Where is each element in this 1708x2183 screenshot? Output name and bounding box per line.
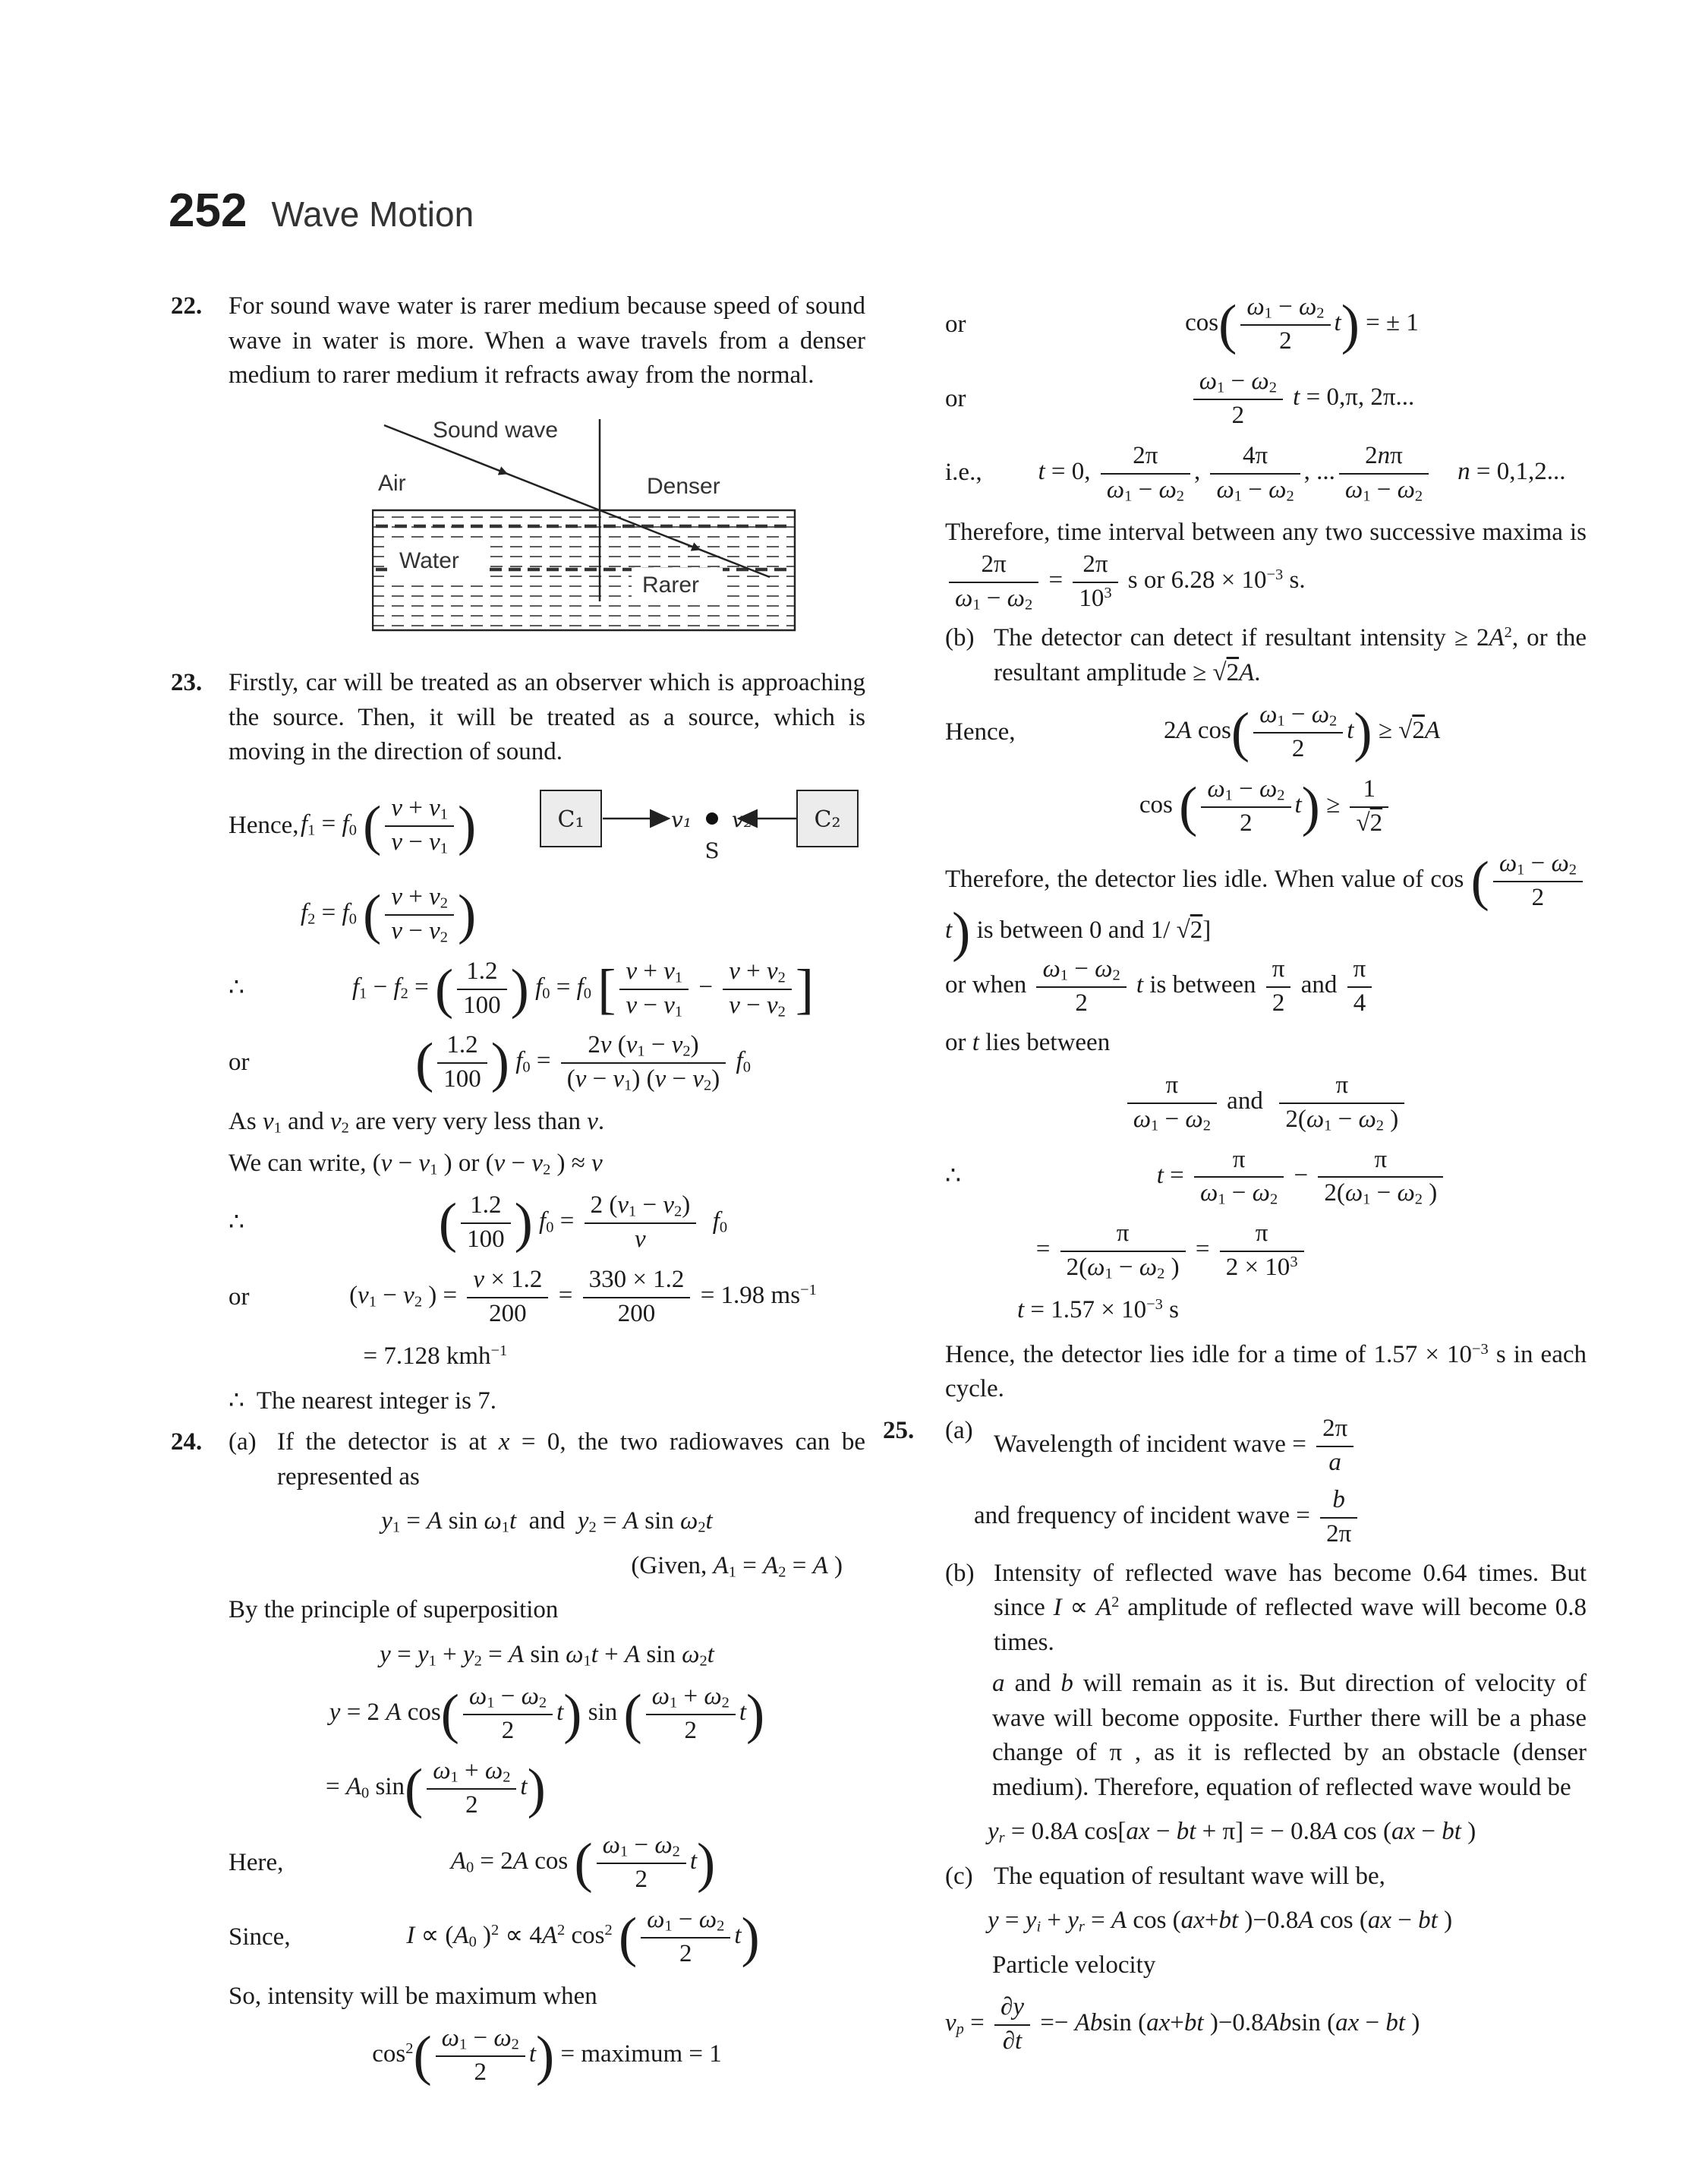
text-as-v1-v2 <box>228 1105 865 1140</box>
eq-2Acos-ge-content: 2A cos( $\frac{\omega_1 - \omega_2}{2}$ t) ≥ √2A <box>1017 700 1587 765</box>
text-as-v1-v2-content: As $v_1$ and $v_2$ are very very less than v. <box>228 1108 605 1137</box>
item-tag: (a) <box>945 1416 973 1444</box>
eq-given-content: (Given, $A_1 = A_2 = A$ ) <box>631 1551 843 1581</box>
equation-lead: Hence, <box>945 718 1016 746</box>
text-superposition <box>228 1593 865 1628</box>
conclusion-23 <box>228 1384 865 1419</box>
v2-label: v₂ <box>732 806 753 832</box>
eq-sum <box>228 1638 865 1673</box>
eq-given <box>228 1549 865 1584</box>
equation-lead: or <box>228 1049 250 1077</box>
part-24b-content: The detector can detect if resultant intensity ≥ $2A^2$, or the resultant amplitude ≥ √2A. <box>994 623 1587 686</box>
text-frequency <box>974 1485 1587 1550</box>
part-25b <box>945 1557 1587 1661</box>
v1-label: v₁ <box>671 806 692 832</box>
text-idle-time <box>945 1338 1587 1407</box>
eq-vp <box>945 1992 1587 2057</box>
text-frequency-content: and frequency of incident wave = $\frac{b}{2\pi}$ <box>974 1485 1587 1550</box>
eq-t-series-content: t = 0, $\frac{2\pi}{\omega_1 - \omega_2}$ , $\frac{4\pi}{\omega_1 - \omega_2}$ , ... $\frac{2n\pi}{\omega_1 - \omega_2}$ n = 0,1,2... <box>1038 441 1566 505</box>
problem-25-content: Wavelength of incident wave = $\frac{2\pi}{a}$ <box>994 1414 1587 1478</box>
equation-lead: i.e., <box>945 459 982 487</box>
problem-22 <box>171 289 865 393</box>
item-number: 24. <box>171 1428 203 1456</box>
eq-resultant <box>945 1904 1587 1939</box>
problem-23 <box>171 666 865 770</box>
car2-label: C₂ <box>814 806 841 833</box>
eq-t-value <box>945 1293 1587 1328</box>
rarer-label: Rarer <box>642 572 700 598</box>
text-particle-velocity <box>992 1948 1587 1983</box>
text-we-can-write <box>228 1147 865 1181</box>
text-time-interval-content: Therefore, time interval between any two successive maxima is $\frac{2\pi}{\omega_1 - \omega_2}$ = $\frac{2\pi}{10^3}$ s or $6.28 \times 10^{-3}$ s. <box>945 518 1587 614</box>
item-tag: (b) <box>945 1559 975 1587</box>
eq-here-A0-content: $A_0 = 2A$ cos ( $\frac{\omega_1 - \omega_2}{2}$ t) <box>301 1831 865 1895</box>
eq-between-content: $\frac{\pi}{\omega_1 - \omega_2}$ and $\frac{\pi}{2(\omega_1 - \omega_2 )}$ <box>945 1071 1587 1135</box>
content-columns <box>171 282 1613 2098</box>
equation-lead: ∴ <box>228 1209 244 1237</box>
text-a-b-remain <box>992 1667 1587 1805</box>
page-header <box>169 184 474 238</box>
equation-lead: or <box>945 310 966 338</box>
text-or-when-content: or when $\frac{\omega_1 - \omega_2}{2}$ t is between $\frac{\pi}{2}$ and $\frac{\pi}{4}$ <box>945 954 1587 1019</box>
problem-25 <box>883 1414 1587 1478</box>
text-max-when-content: So, intensity will be maximum when <box>228 1982 597 2010</box>
eq-2v-fraction <box>228 1030 865 1095</box>
eq-t-0-pi <box>945 367 1587 431</box>
item-tag: (a) <box>228 1428 257 1456</box>
problem-23-content: Firstly, car will be treated as an observer which is approaching the source. Then, it will be treated as a source, which is moving in the direction of sound. <box>228 669 865 766</box>
eq-cos2-max-content: $\cos^2$( $\frac{\omega_1 - \omega_2}{2}$ t) = maximum = 1 <box>228 2024 865 2088</box>
eq-t-value-content: $t = 1.57 \times 10^{-3}$ s <box>1017 1296 1179 1324</box>
part-25b-content: Intensity of reflected wave has become 0.64 times. But since $I \propto A^2$ amplitude of reflected wave will become 0.8 times. <box>994 1559 1587 1656</box>
eq-intensity <box>228 1905 865 1970</box>
source-dot <box>706 812 718 825</box>
eq-A0sin-content: = $A_0$ sin( $\frac{\omega_1 + \omega_2}{2}$ t) <box>301 1756 865 1821</box>
equation-lead: ∴ <box>945 1162 961 1191</box>
part-24b <box>945 621 1587 690</box>
page-title: Wave Motion <box>271 194 474 234</box>
eq-f1-minus-f2 <box>228 957 865 1021</box>
text-t-lies <box>945 1026 1587 1061</box>
text-max-when <box>228 1980 865 2014</box>
text-superposition-content: By the principle of superposition <box>228 1596 559 1624</box>
eq-here-A0 <box>228 1831 865 1895</box>
eq-f2-content: $f_2 = f_0$ ( $\frac{v + v_2}{v - v_2}$ ) <box>301 882 477 946</box>
text-a-b-remain-content: a and b will remain as it is. But direction of velocity of wave will become opposite. Further there will be a phase change of π , as it is reflected by an obstacle (denser medium). Therefore, equation of reflected wave would be <box>992 1670 1587 1801</box>
eq-cos2-max <box>228 2024 865 2088</box>
text-idle-time-content: Hence, the detector lies idle for a time of $1.57 \times 10^{-3}$ s in each cycle. <box>945 1340 1587 1403</box>
fig-refraction-wrap <box>372 413 865 644</box>
eq-v1-v2-value <box>228 1265 865 1330</box>
figure-refraction <box>372 413 865 644</box>
part-25c <box>945 1860 1587 1894</box>
left-column <box>171 282 865 2098</box>
source-label: S <box>704 838 720 863</box>
eq-t-simplified <box>945 1219 1587 1283</box>
eq-resultant-content: $y = y_i + y_r = A$ cos (ax+bt )−0.8A cos (ax − bt ) <box>988 1907 1453 1935</box>
sound-wave-label: Sound wave <box>433 417 559 443</box>
eq-cos-pm1 <box>945 292 1587 357</box>
eq-t-series <box>945 441 1587 506</box>
eq-between <box>945 1071 1587 1135</box>
equation-lead: or <box>945 384 966 412</box>
fig-cars-wrap <box>476 780 865 872</box>
eq-2Acos-content: y = 2 A cos( $\frac{\omega_1 - \omega_2}{2}$ t) sin ( $\frac{\omega_1 + \omega_2}{2}$ t) <box>228 1682 865 1746</box>
problem-24 <box>171 1425 865 1494</box>
text-detector-idle-content: Therefore, the detector lies idle. When value of cos ( $\frac{\omega_1 - \omega_2}{2}$ t) is between 0 and 1/ √2] <box>945 849 1587 948</box>
part-25c-content: The equation of resultant wave will be, <box>994 1862 1385 1890</box>
eq-kmh-content: = 7.128 kmh$^{-1}$ <box>301 1342 508 1371</box>
text-we-can-write-content: We can write, ($v - v_1$ ) or ($v - v_2$ ) ≈ v <box>228 1149 603 1178</box>
page-number: 252 <box>169 185 247 237</box>
cars-diagram <box>536 780 862 872</box>
eq-t-diff-content: t = $\frac{\pi}{\omega_1 - \omega_2}$ − $\frac{\pi}{2(\omega_1 - \omega_2 )}$ <box>1017 1145 1587 1210</box>
eq-f1 <box>228 780 865 872</box>
eq-intensity-content: $I \propto (A_0$ )$^2 \propto 4A^2$ $\cos^2$ ( $\frac{\omega_1 - \omega_2}{2}$ t) <box>301 1905 865 1970</box>
air-label: Air <box>378 470 406 496</box>
eq-f1-minus-f2-content: $f_1 - f_2$ = ( $\frac{1.2}{100}$ ) $f_0 = f_0$ [ $\frac{v + v_1}{v - v_1}$ − $\frac{v + v_2}{v - v_2}$ ] <box>351 957 815 1021</box>
eq-f2 <box>228 882 865 947</box>
eq-t-0-pi-content: $\frac{\omega_1 - \omega_2}{2}$ t = 0,π, 2π... <box>1017 367 1587 431</box>
eq-vp-content: $v_p$ = $\frac{\partial y}{\partial t}$ =− Absin (ax+bt )−0.8Absin (ax − bt ) <box>945 1992 1587 2057</box>
eq-A0sin <box>228 1756 865 1821</box>
eq-yr <box>945 1815 1587 1850</box>
eq-approx <box>228 1191 865 1255</box>
incident-arrowhead <box>498 466 510 478</box>
text-t-lies-content: or t lies between <box>945 1029 1111 1057</box>
eq-t-diff <box>945 1145 1587 1210</box>
text-detector-idle <box>945 849 1587 963</box>
eq-2v-fraction-content: ( $\frac{1.2}{100}$ ) $f_0$ = $\frac{2v (v_1 - v_2)}{(v - v_1) (v - v_2)}$ $f_0$ <box>415 1031 751 1094</box>
eq-cos-ge <box>945 774 1587 839</box>
item-number: 23. <box>171 669 203 697</box>
text-or-when <box>945 954 1587 1019</box>
eq-t-simplified-content: = $\frac{\pi}{2(\omega_1 - \omega_2 )}$ = $\frac{\pi}{2 \times 10^3}$ <box>1017 1219 1587 1283</box>
eq-cos-ge-content: cos ( $\frac{\omega_1 - \omega_2}{2}$ t) ≥ $\frac{1}{√2}$ <box>945 774 1587 839</box>
equation-lead: Since, <box>228 1923 291 1951</box>
car1-label: C₁ <box>557 806 585 833</box>
problem-24-content: If the detector is at x = 0, the two radiowaves can be represented as <box>277 1428 866 1491</box>
denser-label: Denser <box>647 473 720 499</box>
eq-approx-content: ( $\frac{1.2}{100}$ ) $f_0$ = $\frac{2 (v_1 - v_2)}{v}$ $f_0$ <box>301 1191 865 1255</box>
right-column <box>883 282 1587 2098</box>
eq-y1-y2 <box>228 1504 865 1539</box>
eq-f1-content: $f_1 = f_0$ ( $\frac{v + v_1}{v - v_1}$ ) <box>301 794 477 857</box>
water-label: Water <box>399 547 459 573</box>
equation-lead: Here, <box>228 1848 284 1876</box>
text-particle-velocity-content: Particle velocity <box>992 1951 1156 1979</box>
eq-yr-content: $y_r = 0.8A$ cos[ax − bt + π] = − 0.8A cos (ax − bt ) <box>988 1818 1476 1847</box>
problem-22-content: For sound wave water is rarer medium because speed of sound wave in water is more. When a wave travels from a denser medium to rarer medium it refracts away from the normal. <box>228 292 865 390</box>
item-tag: (c) <box>945 1862 973 1890</box>
item-tag: (b) <box>945 624 975 652</box>
item-number: 25. <box>883 1416 915 1444</box>
eq-y1-y2-content: $y_1 = A$ $\sin \omega_1t$ and $y_2 = A$ $\sin \omega_2t$ <box>381 1507 713 1536</box>
eq-2Acos <box>228 1682 865 1746</box>
item-number: 22. <box>171 292 203 320</box>
eq-kmh <box>228 1339 865 1374</box>
equation-lead: or <box>228 1282 250 1311</box>
refraction-diagram <box>372 413 797 633</box>
text-time-interval <box>945 516 1587 614</box>
eq-sum-content: $y = y_1 + y_2 = A$ $\sin \omega_1t + A$ $\sin \omega_2t$ <box>380 1640 714 1670</box>
conclusion-23-content: ∴ The nearest integer is 7. <box>228 1386 497 1415</box>
equation-lead: ∴ <box>228 974 244 1002</box>
eq-2Acos-ge <box>945 700 1587 765</box>
eq-cos-pm1-content: cos( $\frac{\omega_1 - \omega_2}{2}$ t) = ± 1 <box>1017 292 1587 357</box>
equation-lead: Hence, <box>228 811 299 839</box>
eq-v1-v2-value-content: ($v_1 - v_2$ ) = $\frac{v \times 1.2}{200}$ = $\frac{330 \times 1.2}{200}$ = 1.98 $ms^{-1}$ <box>301 1265 865 1330</box>
